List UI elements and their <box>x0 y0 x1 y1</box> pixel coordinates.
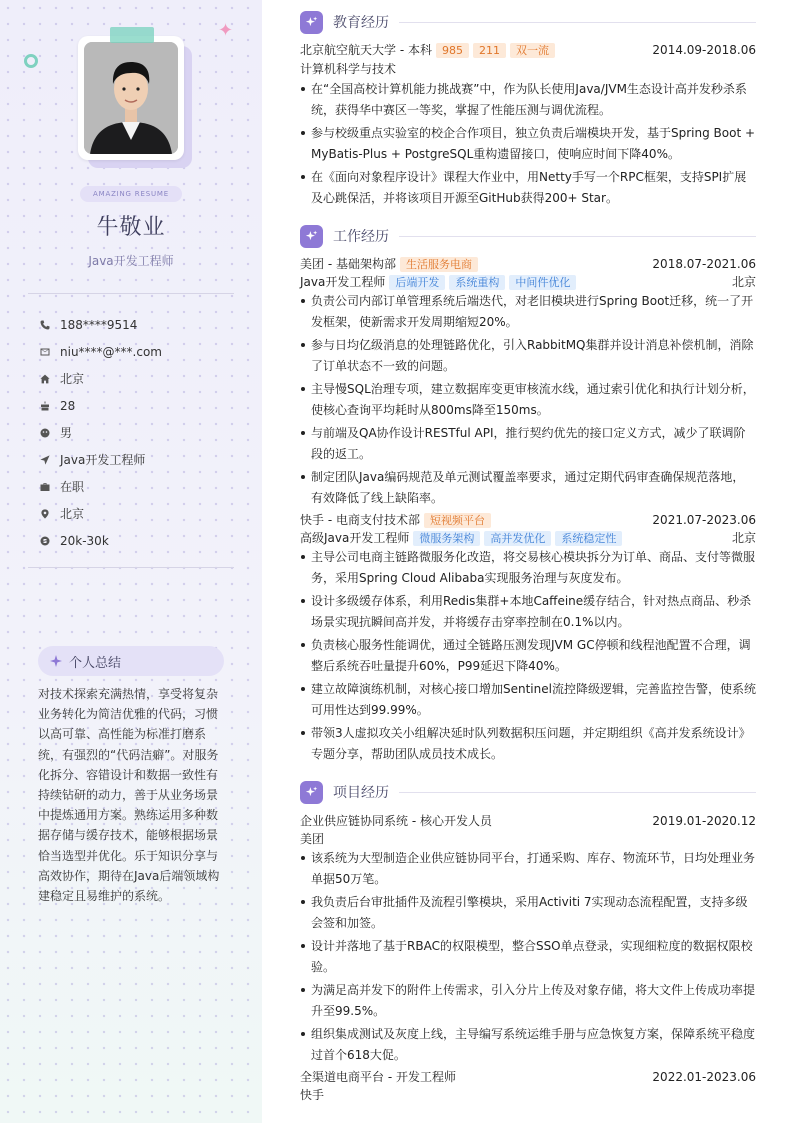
project-name: 全渠道电商平台 - 开发工程师 <box>300 1070 456 1084</box>
sparkle-icon: ✦ <box>218 20 234 41</box>
summary-heading <box>38 646 224 676</box>
list-item: 设计多级缓存体系，利用Redis集群+本地Caffeine缓存结合，针对热点商品、秒杀场景实现抗瞬间高并发，并将缓存击穿率控制在0.1%以内。 <box>300 591 756 633</box>
company-tag: 生活服务电商 <box>400 257 478 272</box>
info-location <box>40 500 162 527</box>
gender-icon <box>40 427 60 439</box>
job-company-row <box>300 511 756 529</box>
decorative-ring-icon <box>24 54 38 68</box>
major-name: 计算机科学与技术 <box>300 62 397 76</box>
list-item: 参与校级重点实验室的校企合作项目，独立负责后端模块开发，基于Spring Boot + MyBatis-Plus + PostgreSQL重构遗留接口，使响应时间下降40%。 <box>300 123 756 165</box>
job-date: 2018.07-2021.06 <box>652 257 756 271</box>
list-item: 建立故障演练机制，对核心接口增加Sentinel流控降级逻辑，完善监控告警，使系统可用性达到99.99%。 <box>300 679 756 721</box>
list-item: 制定团队Java编码规范及单元测试覆盖率要求，通过定期代码审查确保规范落地，有效降低了线上缺陷率。 <box>300 467 756 509</box>
avatar <box>84 42 178 154</box>
sparkle-section-icon <box>300 11 323 34</box>
candidate-name: 牛敬业 <box>96 215 166 240</box>
summary-title: 个人总结 <box>69 655 122 671</box>
project-date: 2022.01-2023.06 <box>652 1070 756 1084</box>
position-name: 高级Java开发工程师 <box>300 531 410 545</box>
list-item: 在《面向对象程序设计》课程大作业中，用Netty手写一个RPC框架，支持SPI扩展及心跳保活，并将该项目开源至GitHub获得200+ Star。 <box>300 167 756 209</box>
location-pin-icon <box>40 508 60 520</box>
job-position-row <box>300 529 756 547</box>
info-phone <box>40 311 162 338</box>
position-name: Java开发工程师 <box>300 275 386 289</box>
phone-icon <box>40 319 60 331</box>
education-school-row <box>300 41 756 59</box>
list-item: 负责公司内部订单管理系统后端迭代，对老旧模块进行Spring Boot迁移，统一了开发框架，使新需求开发周期缩短20%。 <box>300 291 756 333</box>
photo-tape <box>110 27 154 43</box>
section-divider <box>399 22 756 23</box>
project-date: 2019.01-2020.12 <box>652 814 756 828</box>
info-target-role <box>40 446 162 473</box>
position-tag: 中间件优化 <box>509 275 576 290</box>
list-item: 在“全国高校计算机能力挑战赛”中，作为队长使用Java/JVM生态设计高并发秒杀系统，获得华中赛区一等奖，掌握了性能压测与调优流程。 <box>300 79 756 121</box>
resume-badge: AMAZING RESUME <box>80 186 182 202</box>
contact-info-list <box>40 311 162 554</box>
job-position-row <box>300 273 756 291</box>
project-org-row <box>300 1086 756 1104</box>
section-title: 工作经历 <box>333 229 389 245</box>
project-org: 美团 <box>300 832 325 846</box>
info-text: 20k-30k <box>60 533 109 548</box>
sparkle-icon <box>50 655 62 667</box>
section-title: 项目经历 <box>333 785 389 801</box>
list-item: 为满足高并发下的附件上传需求，引入分片上传及对象存储，将大文件上传成功率提升至99.5%。 <box>300 980 756 1022</box>
project-section-header <box>300 780 756 804</box>
info-gender <box>40 419 162 446</box>
sparkle-section-icon <box>300 781 323 804</box>
company-name: 快手 - 电商支付技术部 <box>300 513 420 527</box>
photo-frame <box>78 36 184 160</box>
position-tag: 系统重构 <box>449 275 505 290</box>
project-name-row <box>300 812 756 830</box>
salary-icon <box>40 535 60 547</box>
position-tag: 高并发优化 <box>484 531 551 546</box>
info-text: 北京 <box>60 507 85 521</box>
position-tag: 后端开发 <box>389 275 445 290</box>
job-date: 2021.07-2023.06 <box>652 513 756 527</box>
info-status <box>40 473 162 500</box>
education-date: 2014.09-2018.06 <box>652 43 756 57</box>
project-name: 企业供应链协同系统 - 核心开发人员 <box>300 814 492 828</box>
home-icon <box>40 373 60 385</box>
divider <box>28 567 234 568</box>
job-bullets <box>300 291 756 511</box>
section-title: 教育经历 <box>333 15 389 31</box>
job-city: 北京 <box>731 531 756 545</box>
education-section-header <box>300 10 756 34</box>
list-item: 主导慢SQL治理专项，建立数据库变更审核流水线，通过索引优化和执行计划分析，使核心查询平均耗时从800ms降至150ms。 <box>300 379 756 421</box>
list-item: 主导公司电商主链路微服务化改造，将交易核心模块拆分为订单、商品、支付等微服务，采用Spring Cloud Alibaba实现服务治理与灰度发布。 <box>300 547 756 589</box>
list-item: 组织集成测试及灰度上线，主导编写系统运维手册与应急恢复方案，保障系统平稳度过首个618大促。 <box>300 1024 756 1066</box>
job-city: 北京 <box>731 275 756 289</box>
list-item: 设计并落地了基于RBAC的权限模型，整合SSO单点登录，实现细粒度的数据权限校验。 <box>300 936 756 978</box>
info-text: 北京 <box>60 372 85 386</box>
portrait-illustration <box>84 42 178 154</box>
list-item: 参与日均亿级消息的处理链路优化，引入RabbitMQ集群并设计消息补偿机制，消除了订单状态不一致的问题。 <box>300 335 756 377</box>
info-text: 28 <box>60 398 76 413</box>
list-item: 带领3人虚拟攻关小组解决延时队列数据积压问题，并定期组织《高并发系统设计》专题分享，帮助团队成员技术成长。 <box>300 723 756 765</box>
job-bullets <box>300 547 756 767</box>
project-org-row <box>300 830 756 848</box>
divider <box>28 293 234 294</box>
send-icon <box>40 454 60 466</box>
project-bullets <box>300 848 756 1068</box>
work-section-header <box>300 224 756 248</box>
info-text: 男 <box>60 426 73 440</box>
project-org: 快手 <box>300 1088 325 1102</box>
info-text: 188****9514 <box>60 317 138 332</box>
position-tag: 微服务架构 <box>413 531 480 546</box>
info-text: 在职 <box>60 480 85 494</box>
company-tag: 短视频平台 <box>424 513 491 528</box>
list-item: 与前端及QA协作设计RESTful API，推行契约优先的接口定义方式，减少了联调阶段的返工。 <box>300 423 756 465</box>
summary-text: 对技术探索充满热情，享受将复杂业务转化为简洁优雅的代码，习惯以高可靠、高性能为标准打磨系统，有强烈的“代码洁癖”。对服务化拆分、容错设计和数据一致性有持续钻研的动力，善于从业务场景中提炼通用方案。熟练运用多种数据存储与缓存技术，能够根据场景恰当选型并优化。乐于知识分享与高效协作，期待在Java后端领域构建稳定且易维护的系统。 <box>38 687 220 904</box>
school-tag: 双一流 <box>510 43 555 58</box>
briefcase-icon <box>40 481 60 493</box>
list-item: 该系统为大型制造企业供应链协同平台，打通采购、库存、物流环节，日均处理业务单据50万笔。 <box>300 848 756 890</box>
info-email <box>40 338 162 365</box>
job-company-row <box>300 255 756 273</box>
profile-photo <box>78 36 190 164</box>
section-divider <box>399 236 756 237</box>
education-bullets <box>300 79 756 211</box>
email-icon <box>40 346 60 358</box>
info-salary <box>40 527 162 554</box>
info-text: Java开发工程师 <box>60 453 146 467</box>
cake-icon <box>40 400 60 412</box>
school-tag: 211 <box>473 43 506 58</box>
sparkle-section-icon <box>300 225 323 248</box>
company-name: 美团 - 基础架构部 <box>300 257 396 271</box>
section-divider <box>399 792 756 793</box>
info-city <box>40 365 162 392</box>
position-tag: 系统稳定性 <box>555 531 622 546</box>
project-name-row <box>300 1068 756 1086</box>
education-major-row <box>300 60 756 78</box>
school-tag: 985 <box>436 43 469 58</box>
list-item: 我负责后台审批插件及流程引擎模块，采用Activiti 7实现动态流程配置，支持多级会签和加签。 <box>300 892 756 934</box>
info-age <box>40 392 162 419</box>
school-name: 北京航空航天大学 - 本科 <box>300 43 432 57</box>
candidate-role: Java开发工程师 <box>88 254 174 268</box>
info-text: niu****@***.com <box>60 344 162 359</box>
list-item: 负责核心服务性能调优，通过全链路压测发现JVM GC停顿和线程池配置不合理，调整后系统吞吐量提升60%，P99延迟下降40%。 <box>300 635 756 677</box>
sidebar <box>0 0 262 1123</box>
